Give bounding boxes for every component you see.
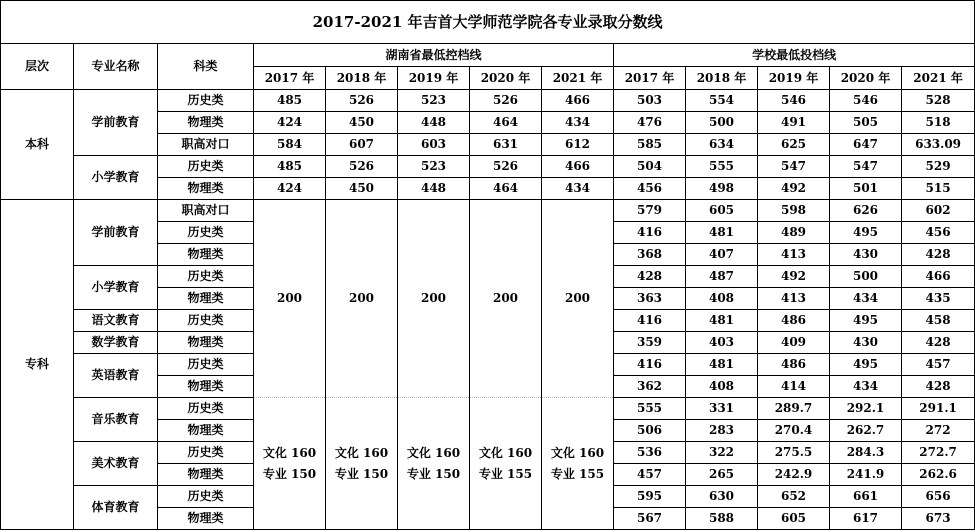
major-score: 专业 150 xyxy=(262,466,317,481)
school-score-cell: 457 xyxy=(614,464,686,486)
school-score-cell: 262.7 xyxy=(830,420,902,442)
province-score-cell: 464 xyxy=(470,112,542,134)
school-score-cell: 491 xyxy=(758,112,830,134)
table-row xyxy=(1,156,975,178)
major-cell: 英语教育 xyxy=(74,354,158,398)
header-year: 2018 年 xyxy=(326,67,398,90)
school-score-cell: 241.9 xyxy=(830,464,902,486)
school-score-cell: 408 xyxy=(686,376,758,398)
culture-score: 文化 160 xyxy=(406,445,461,460)
school-score-cell: 626 xyxy=(830,200,902,222)
school-score-cell: 322 xyxy=(686,442,758,464)
school-score-cell: 486 xyxy=(758,354,830,376)
school-score-cell: 368 xyxy=(614,244,686,266)
province-score-cell: 424 xyxy=(254,112,326,134)
school-score-cell: 428 xyxy=(902,376,975,398)
school-score-cell: 489 xyxy=(758,222,830,244)
province-score-cell: 434 xyxy=(542,178,614,200)
subject-cell: 物理类 xyxy=(158,332,254,354)
table-title: 2017-2021 年吉首大学师范学院各专业录取分数线 xyxy=(1,1,975,44)
province-score-cell: 603 xyxy=(398,134,470,156)
school-score-cell: 546 xyxy=(830,90,902,112)
school-score-cell: 434 xyxy=(830,288,902,310)
school-score-cell: 633.09 xyxy=(902,134,975,156)
school-score-cell: 434 xyxy=(830,376,902,398)
province-art-score-cell xyxy=(470,398,542,530)
school-score-cell: 579 xyxy=(614,200,686,222)
school-score-cell: 536 xyxy=(614,442,686,464)
major-score: 专业 155 xyxy=(478,466,533,481)
school-score-cell: 673 xyxy=(902,508,975,530)
province-art-score-cell xyxy=(542,398,614,530)
province-score-cell: 450 xyxy=(326,112,398,134)
school-score-cell: 270.4 xyxy=(758,420,830,442)
school-score-cell: 492 xyxy=(758,266,830,288)
school-score-cell: 481 xyxy=(686,310,758,332)
school-score-cell: 413 xyxy=(758,288,830,310)
school-score-cell: 546 xyxy=(758,90,830,112)
school-score-cell: 407 xyxy=(686,244,758,266)
province-score-cell: 450 xyxy=(326,178,398,200)
major-cell: 体育教育 xyxy=(74,486,158,530)
subject-cell: 物理类 xyxy=(158,288,254,310)
header-year: 2020 年 xyxy=(830,67,902,90)
province-score-cell: 200 xyxy=(254,200,326,398)
province-score-cell: 434 xyxy=(542,112,614,134)
school-score-cell: 362 xyxy=(614,376,686,398)
school-score-cell: 284.3 xyxy=(830,442,902,464)
major-cell: 美术教育 xyxy=(74,442,158,486)
subject-cell: 历史类 xyxy=(158,486,254,508)
school-score-cell: 498 xyxy=(686,178,758,200)
major-cell: 学前教育 xyxy=(74,200,158,266)
school-score-cell: 272 xyxy=(902,420,975,442)
school-score-cell: 495 xyxy=(830,310,902,332)
header-year: 2019 年 xyxy=(758,67,830,90)
school-score-cell: 262.6 xyxy=(902,464,975,486)
school-score-cell: 634 xyxy=(686,134,758,156)
province-score-cell: 526 xyxy=(470,90,542,112)
school-score-cell: 598 xyxy=(758,200,830,222)
subject-cell: 历史类 xyxy=(158,398,254,420)
province-art-score-cell xyxy=(326,398,398,530)
province-score-cell: 448 xyxy=(398,178,470,200)
subject-cell: 历史类 xyxy=(158,222,254,244)
subject-cell: 物理类 xyxy=(158,178,254,200)
school-score-cell: 435 xyxy=(902,288,975,310)
major-cell: 小学教育 xyxy=(74,156,158,200)
school-score-cell: 605 xyxy=(758,508,830,530)
school-score-cell: 481 xyxy=(686,354,758,376)
school-score-cell: 505 xyxy=(830,112,902,134)
level-cell: 本科 xyxy=(1,90,74,200)
school-score-cell: 555 xyxy=(686,156,758,178)
school-score-cell: 292.1 xyxy=(830,398,902,420)
province-score-cell: 526 xyxy=(470,156,542,178)
school-score-cell: 430 xyxy=(830,332,902,354)
subject-cell: 物理类 xyxy=(158,244,254,266)
header-major: 专业名称 xyxy=(74,44,158,90)
school-score-cell: 652 xyxy=(758,486,830,508)
province-score-cell: 424 xyxy=(254,178,326,200)
header-school-group: 学校最低投档线 xyxy=(614,44,975,67)
school-score-cell: 487 xyxy=(686,266,758,288)
school-score-cell: 458 xyxy=(902,310,975,332)
school-score-cell: 500 xyxy=(686,112,758,134)
header-subject: 科类 xyxy=(158,44,254,90)
school-score-cell: 291.1 xyxy=(902,398,975,420)
header-year: 2017 年 xyxy=(614,67,686,90)
school-score-cell: 416 xyxy=(614,310,686,332)
subject-cell: 物理类 xyxy=(158,508,254,530)
school-score-cell: 495 xyxy=(830,354,902,376)
header-year: 2017 年 xyxy=(254,67,326,90)
school-score-cell: 476 xyxy=(614,112,686,134)
school-score-cell: 492 xyxy=(758,178,830,200)
header-year: 2018 年 xyxy=(686,67,758,90)
school-score-cell: 656 xyxy=(902,486,975,508)
school-score-cell: 242.9 xyxy=(758,464,830,486)
header-province-group: 湖南省最低控档线 xyxy=(254,44,614,67)
header-year: 2020 年 xyxy=(470,67,542,90)
province-score-cell: 526 xyxy=(326,90,398,112)
subject-cell: 历史类 xyxy=(158,90,254,112)
school-score-cell: 363 xyxy=(614,288,686,310)
province-art-score-cell xyxy=(254,398,326,530)
school-score-cell: 555 xyxy=(614,398,686,420)
province-score-cell: 523 xyxy=(398,156,470,178)
culture-score: 文化 160 xyxy=(478,445,533,460)
school-score-cell: 547 xyxy=(830,156,902,178)
school-score-cell: 428 xyxy=(614,266,686,288)
major-score: 专业 150 xyxy=(334,466,389,481)
major-cell: 数学教育 xyxy=(74,332,158,354)
table-row xyxy=(1,90,975,112)
province-score-cell: 464 xyxy=(470,178,542,200)
school-score-cell: 428 xyxy=(902,332,975,354)
header-year: 2021 年 xyxy=(542,67,614,90)
school-score-cell: 416 xyxy=(614,222,686,244)
school-score-cell: 585 xyxy=(614,134,686,156)
school-score-cell: 416 xyxy=(614,354,686,376)
school-score-cell: 495 xyxy=(830,222,902,244)
province-score-cell: 523 xyxy=(398,90,470,112)
subject-cell: 历史类 xyxy=(158,442,254,464)
province-score-cell: 448 xyxy=(398,112,470,134)
school-score-cell: 359 xyxy=(614,332,686,354)
school-score-cell: 331 xyxy=(686,398,758,420)
header-level: 层次 xyxy=(1,44,74,90)
subject-cell: 物理类 xyxy=(158,420,254,442)
province-score-cell: 466 xyxy=(542,156,614,178)
major-cell: 语文教育 xyxy=(74,310,158,332)
school-score-cell: 588 xyxy=(686,508,758,530)
school-score-cell: 515 xyxy=(902,178,975,200)
school-score-cell: 283 xyxy=(686,420,758,442)
subject-cell: 历史类 xyxy=(158,266,254,288)
header-year: 2021 年 xyxy=(902,67,975,90)
subject-cell: 历史类 xyxy=(158,354,254,376)
province-score-cell: 466 xyxy=(542,90,614,112)
province-score-cell: 485 xyxy=(254,156,326,178)
school-score-cell: 503 xyxy=(614,90,686,112)
culture-score: 文化 160 xyxy=(550,445,605,460)
school-score-cell: 481 xyxy=(686,222,758,244)
school-score-cell: 413 xyxy=(758,244,830,266)
province-score-cell: 584 xyxy=(254,134,326,156)
school-score-cell: 506 xyxy=(614,420,686,442)
school-score-cell: 414 xyxy=(758,376,830,398)
school-score-cell: 265 xyxy=(686,464,758,486)
school-score-cell: 457 xyxy=(902,354,975,376)
major-score: 专业 150 xyxy=(406,466,461,481)
province-score-cell: 200 xyxy=(542,200,614,398)
province-score-cell: 200 xyxy=(470,200,542,398)
province-art-score-cell xyxy=(398,398,470,530)
province-score-cell: 526 xyxy=(326,156,398,178)
school-score-cell: 528 xyxy=(902,90,975,112)
school-score-cell: 289.7 xyxy=(758,398,830,420)
province-score-cell: 200 xyxy=(398,200,470,398)
school-score-cell: 554 xyxy=(686,90,758,112)
province-score-cell: 607 xyxy=(326,134,398,156)
school-score-cell: 518 xyxy=(902,112,975,134)
culture-score: 文化 160 xyxy=(262,445,317,460)
table-row xyxy=(1,398,975,420)
school-score-cell: 272.7 xyxy=(902,442,975,464)
school-score-cell: 504 xyxy=(614,156,686,178)
province-score-cell: 631 xyxy=(470,134,542,156)
subject-cell: 历史类 xyxy=(158,310,254,332)
subject-cell: 物理类 xyxy=(158,376,254,398)
school-score-cell: 625 xyxy=(758,134,830,156)
major-cell: 学前教育 xyxy=(74,90,158,156)
province-score-cell: 200 xyxy=(326,200,398,398)
school-score-cell: 466 xyxy=(902,266,975,288)
subject-cell: 历史类 xyxy=(158,156,254,178)
school-score-cell: 456 xyxy=(902,222,975,244)
school-score-cell: 630 xyxy=(686,486,758,508)
school-score-cell: 647 xyxy=(830,134,902,156)
school-score-cell: 617 xyxy=(830,508,902,530)
province-score-cell: 612 xyxy=(542,134,614,156)
school-score-cell: 486 xyxy=(758,310,830,332)
school-score-cell: 409 xyxy=(758,332,830,354)
subject-cell: 物理类 xyxy=(158,464,254,486)
school-score-cell: 605 xyxy=(686,200,758,222)
school-score-cell: 602 xyxy=(902,200,975,222)
school-score-cell: 567 xyxy=(614,508,686,530)
school-score-cell: 661 xyxy=(830,486,902,508)
school-score-cell: 275.5 xyxy=(758,442,830,464)
culture-score: 文化 160 xyxy=(334,445,389,460)
school-score-cell: 547 xyxy=(758,156,830,178)
subject-cell: 职高对口 xyxy=(158,200,254,222)
major-score: 专业 155 xyxy=(550,466,605,481)
school-score-cell: 428 xyxy=(902,244,975,266)
subject-cell: 职高对口 xyxy=(158,134,254,156)
school-score-cell: 430 xyxy=(830,244,902,266)
table-row xyxy=(1,200,975,222)
major-cell: 音乐教育 xyxy=(74,398,158,442)
subject-cell: 物理类 xyxy=(158,112,254,134)
province-score-cell: 485 xyxy=(254,90,326,112)
school-score-cell: 501 xyxy=(830,178,902,200)
school-score-cell: 500 xyxy=(830,266,902,288)
school-score-cell: 595 xyxy=(614,486,686,508)
school-score-cell: 408 xyxy=(686,288,758,310)
school-score-cell: 529 xyxy=(902,156,975,178)
major-cell: 小学教育 xyxy=(74,266,158,310)
header-year: 2019 年 xyxy=(398,67,470,90)
school-score-cell: 456 xyxy=(614,178,686,200)
school-score-cell: 403 xyxy=(686,332,758,354)
level-cell: 专科 xyxy=(1,200,74,530)
